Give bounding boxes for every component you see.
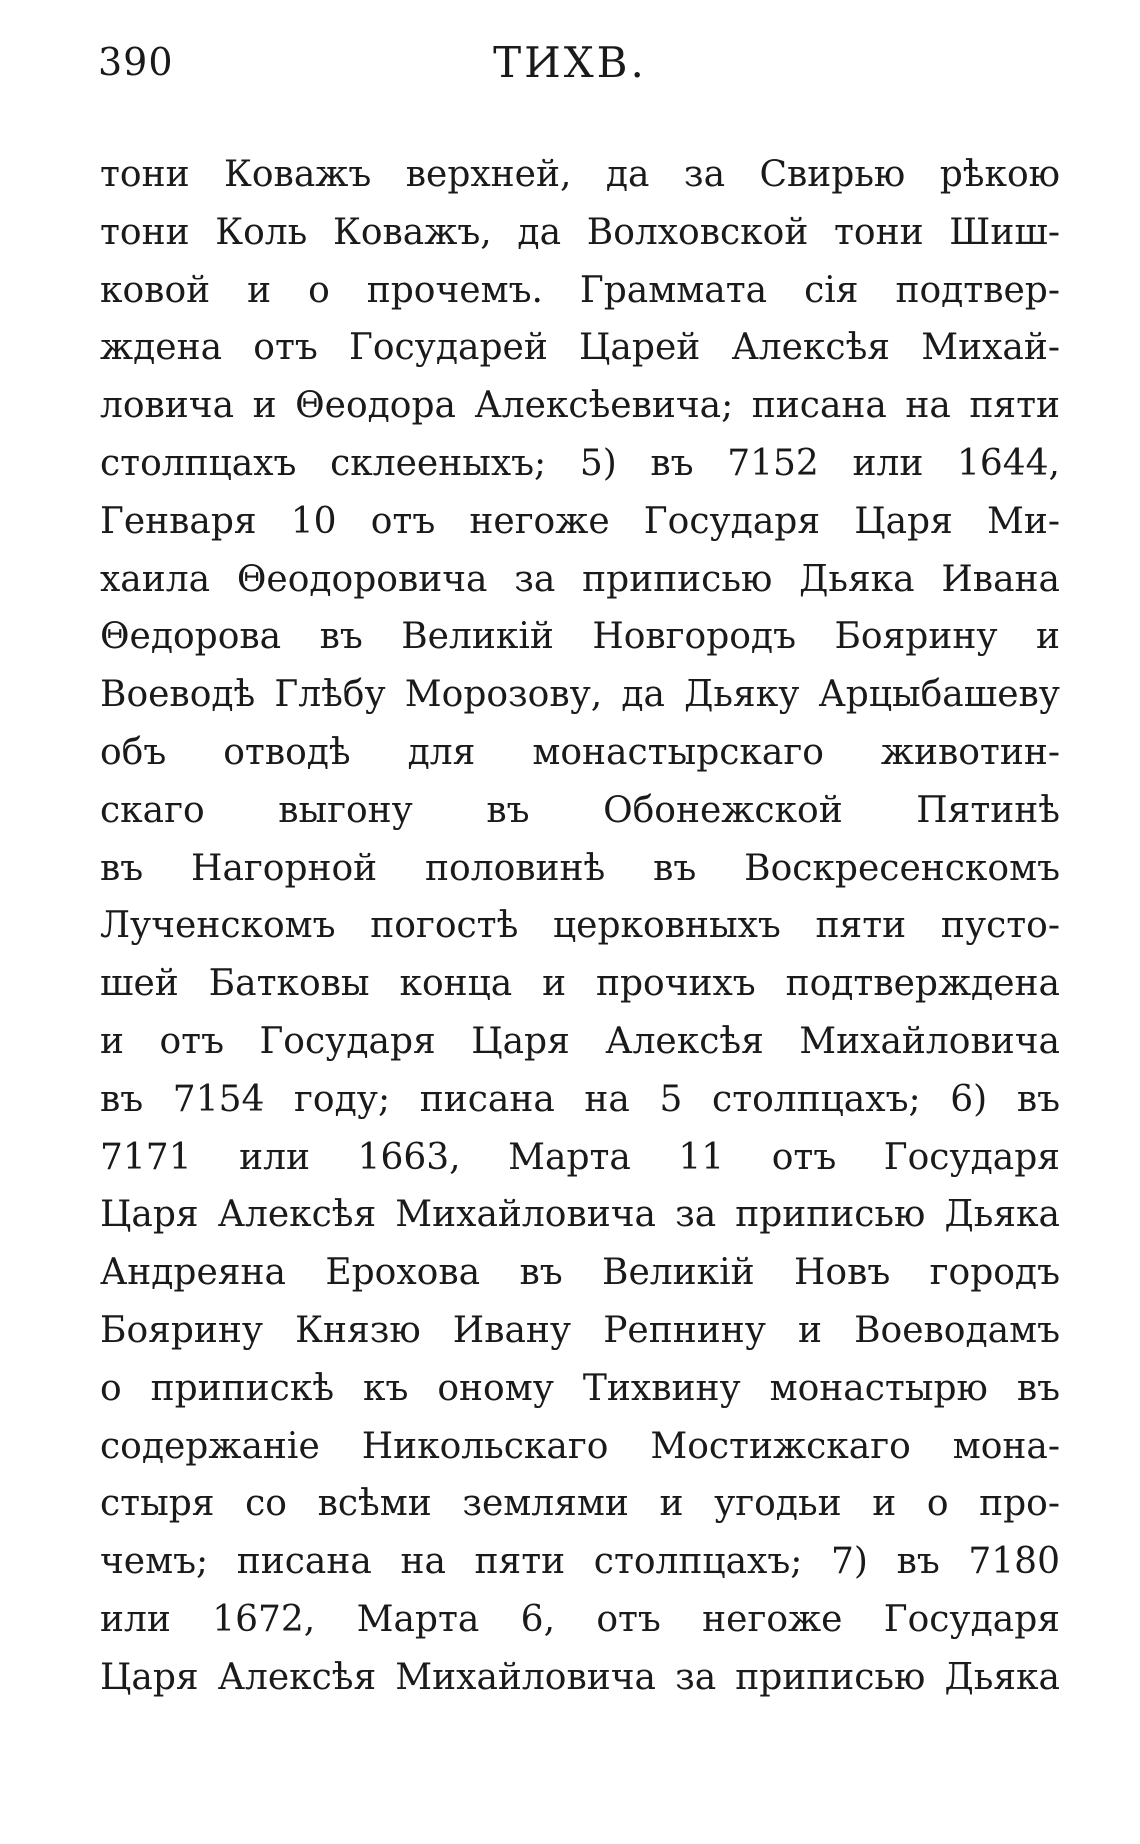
text-line: Боярину Князю Ивану Репнину и Воеводамъ <box>100 1309 1060 1351</box>
text-line: Царя Алексѣя Михайловича за приписью Дьяка <box>100 1656 1060 1698</box>
text-line: скаго выгону въ Обонежской Пятинѣ <box>100 789 1060 831</box>
text-line: о припискѣ къ оному Тихвину монастырю въ <box>100 1367 1060 1409</box>
text-line: ждена отъ Государей Царей Алексѣя Михай- <box>100 327 1060 369</box>
text-line: чемъ; писана на пяти столпцахъ; 7) въ 7180 <box>100 1541 1060 1583</box>
text-line: тони Коважъ верхней, да за Свирью рѣкою <box>100 154 1060 195</box>
text-line: Θедорова въ Великій Новгородъ Боярину и <box>100 616 1060 658</box>
text-line: шей Батковы конца и прочихъ подтверждена <box>100 963 1060 1005</box>
text-line: Воеводѣ Глѣбу Морозову, да Дьяку Арцыбашеву <box>100 674 1060 716</box>
text-line: тони Коль Коважъ, да Волховской тони Шиш- <box>100 211 1060 253</box>
text-line: Лученскомъ погостѣ церковныхъ пяти пусто- <box>100 905 1060 947</box>
text-line: объ отводѣ для монастырскаго животин- <box>100 731 1060 773</box>
text-line: содержаніе Никольскаго Мостижскаго мона- <box>100 1425 1060 1467</box>
text-line: хаила Θеодоровича за приписью Дьяка Ивана <box>100 558 1060 600</box>
text-line: 7171 или 1663, Марта 11 отъ Государя <box>100 1136 1060 1178</box>
body-text <box>100 146 1060 1707</box>
text-line: столпцахъ склееныхъ; 5) въ 7152 или 1644, <box>100 442 1060 484</box>
text-line: Царя Алексѣя Михайловича за приписью Дьяка <box>100 1194 1060 1236</box>
text-line: или 1672, Марта 6, отъ негоже Государя <box>100 1598 1060 1640</box>
text-line: стыря со всѣми землями и угодьи и о про- <box>100 1483 1060 1525</box>
text-line: въ Нагорной половинѣ въ Воскресенскомъ <box>100 847 1060 889</box>
page-number: 390 <box>98 40 174 84</box>
running-title: ТИХВ. <box>493 38 647 87</box>
text-line: Андреяна Ерохова въ Великій Новъ городъ <box>100 1252 1060 1294</box>
text-line: въ 7154 году; писана на 5 столпцахъ; 6) въ <box>100 1078 1060 1120</box>
text-line: и отъ Государя Царя Алексѣя Михайловича <box>100 1020 1060 1062</box>
text-line: Генваря 10 отъ негоже Государя Царя Ми- <box>100 500 1060 542</box>
text-line: ковой и о прочемъ. Граммата сія подтвер- <box>100 269 1060 311</box>
text-line: ловича и Θеодора Алексѣевича; писана на пяти <box>100 385 1060 427</box>
